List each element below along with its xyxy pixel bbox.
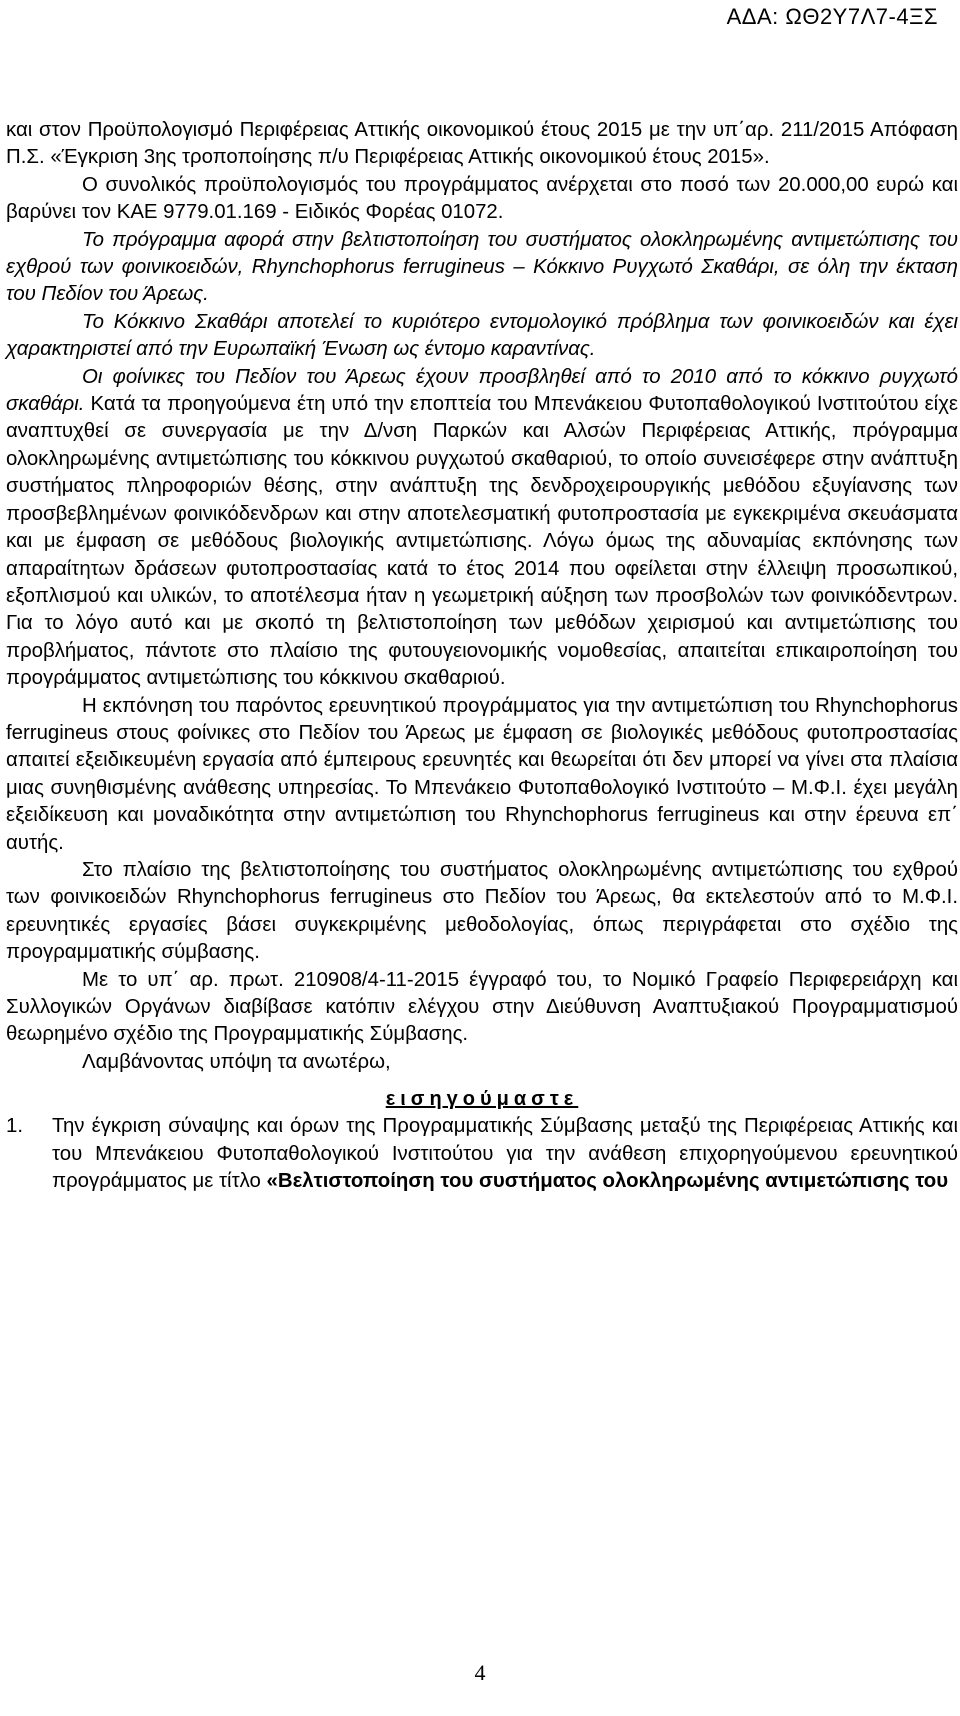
section-heading: εισηγούμαστε xyxy=(385,1088,579,1111)
page-number: 4 xyxy=(474,1660,486,1685)
paragraph-research-tasks: Στο πλαίσιο της βελτιστοποίησης του συστήματος ολοκληρωμένης αντιμετώπισης του εχθρού των φοινικοειδών Rhynchophorus ferrugineus στο Πεδίον του Άρεως, θα εκτελεστούν από το Μ.Φ.Ι. ερευνητικές εργασίες βάσει συγκεκριμένης μεθοδολογίας, όπως περιγράφεται στο σχέδιο της προγραμματικής σύμβασης. xyxy=(6,858,958,964)
paragraph-red-beetle: Το Κόκκινο Σκαθάρι αποτελεί το κυριότερο εντομολογικό πρόβλημα των φοινικοειδών και έχει χαρακτηριστεί από την Ευρωπαϊκή Ένωση ως έντομο καραντίνας. xyxy=(6,310,958,361)
document-body xyxy=(6,117,958,1195)
paragraph-legal-office: Με το υπ΄ αρ. πρωτ. 210908/4-11-2015 έγγραφό του, το Νομικό Γραφείο Περιφερειάρχη και Συλλογικών Οργάνων διαβίβασε κατόπιν ελέγχου στην Διεύθυνση Αναπτυξιακού Προγραμματισμού θεωρημένο σχέδιο της Προγραμματικής Σύμβασης. xyxy=(6,968,958,1046)
list-item-text-regular: Την έγκριση σύναψης και όρων της Προγραμματικής Σύμβασης μεταξύ της Περιφέρειας Αττικής και του Μπενάκειου Φυτοπαθολογικού Ινστιτούτου για την ανάθεση επιχορηγούμενου ερευνητικού προγράμματος με τίτλο xyxy=(52,1115,958,1193)
list-item xyxy=(6,1113,958,1195)
paragraph-research-need: Η εκπόνηση του παρόντος ερευνητικού προγράμματος για την αντιμετώπιση του Rhynchophorus ferrugineus στους φοίνικες στο Πεδίον του Άρεως με έμφαση σε βιολογικές μεθόδους φυτοπροστασίας απαιτεί εξειδικευμένη εργασία από έμπειρους ερευνητές και θεωρείται ότι δεν μπορεί να γίνει στα πλαίσια μιας συνηθισμένης ανάθεσης υπηρεσίας. Το Μπενάκειο Φυτοπαθολογικό Ινστιτούτο – Μ.Φ.Ι. έχει μεγάλη εξειδίκευση και μοναδικότητα στην αντιμετώπιση του Rhynchophorus ferrugineus και στην έρευνα επ΄ αυτής. xyxy=(6,694,958,854)
ada-code: ΑΔΑ: ΩΘ2Υ7Λ7-4ΞΣ xyxy=(726,4,938,29)
paragraph-total-budget: Ο συνολικός προϋπολογισμός του προγράμματος ανέρχεται στο ποσό των 20.000,00 ευρώ και βαρύνει τον ΚΑΕ 9779.01.169 - Ειδικός Φορέας 01072. xyxy=(6,173,958,224)
paragraph-considering: Λαμβάνοντας υπόψη τα ανωτέρω, xyxy=(82,1050,391,1073)
paragraph-history-italic: Οι φοίνικες του Πεδίον του Άρεως έχουν προσβληθεί από το 2010 από το κόκκινο ρυγχωτό σκαθάρι. xyxy=(6,365,958,416)
list-item-number: 1. xyxy=(6,1115,24,1138)
list-item-title: «Βελτιστοποίηση του συστήματος ολοκληρωμένης αντιμετώπισης του xyxy=(266,1170,949,1193)
paragraph-program-scope: Το πρόγραμμα αφορά στην βελτιστοποίηση του συστήματος ολοκληρωμένης αντιμετώπισης του εχθρού των φοινικοειδών, Rhynchophorus ferrugineus – Κόκκινο Ρυγχωτό Σκαθάρι, σε όλη την έκταση του Πεδίον του Άρεως. xyxy=(6,228,958,306)
paragraph-history xyxy=(6,364,958,693)
paragraph-budget-approval: και στον Προϋπολογισμό Περιφέρειας Αττικής οικονομικού έτους 2015 με την υπ΄αρ. 211/2015 Απόφαση Π.Σ. «Έγκριση 3ης τροποποίησης π/υ Περιφέρειας Αττικής οικονομικού έτους 2015». xyxy=(6,119,958,169)
paragraph-history-rest: Κατά τα προηγούμενα έτη υπό την εποπτεία του Μπενάκειου Φυτοπαθολογικού Ινστιτούτου είχε αναπτυχθεί σε συνεργασία με την Δ/νση Παρκών και Αλσών Περιφέρειας Αττικής, πρόγραμμα ολοκληρωμένης αντιμετώπισης του κόκκινου ρυγχωτού σκαθαριού, το οποίο συνεισέφερε στην ανάπτυξη συστήματος πληροφοριών θέσης, στην ανάπτυξη της δενδροχειρουργικής μεθόδου εξυγίανσης των προσβεβλημένων φοινικόδενδρων και στην αποτελεσματική φυτοπροστασία με εγκεκριμένα σκευάσματα και με έμφαση σε μεθόδους βιολογικής αντιμετώπισης. Λόγω όμως της αδυναμίας εκπόνησης των απαραίτητων δράσεων φυτοπροστασίας κατά το έτος 2014 που οφείλεται στην έλλειψη προσωπικού, εξοπλισμού και υλικών, το αποτέλεσμα ήταν η γεωμετρική αύξηση των προσβολών των φοινικόδεντρων. Για το λόγο αυτό και με σκοπό τη βελτιστοποίηση των μεθόδων χειρισμού και αντιμετώπισης του προβλήματος, πάντοτε στο πλαίσιο της φυτουγειονομικής νομοθεσίας, απαιτείται επικαιροποίηση του προγράμματος αντιμετώπισης του κόκκινου σκαθαριού. xyxy=(6,393,958,690)
list-item-text xyxy=(52,1113,958,1195)
